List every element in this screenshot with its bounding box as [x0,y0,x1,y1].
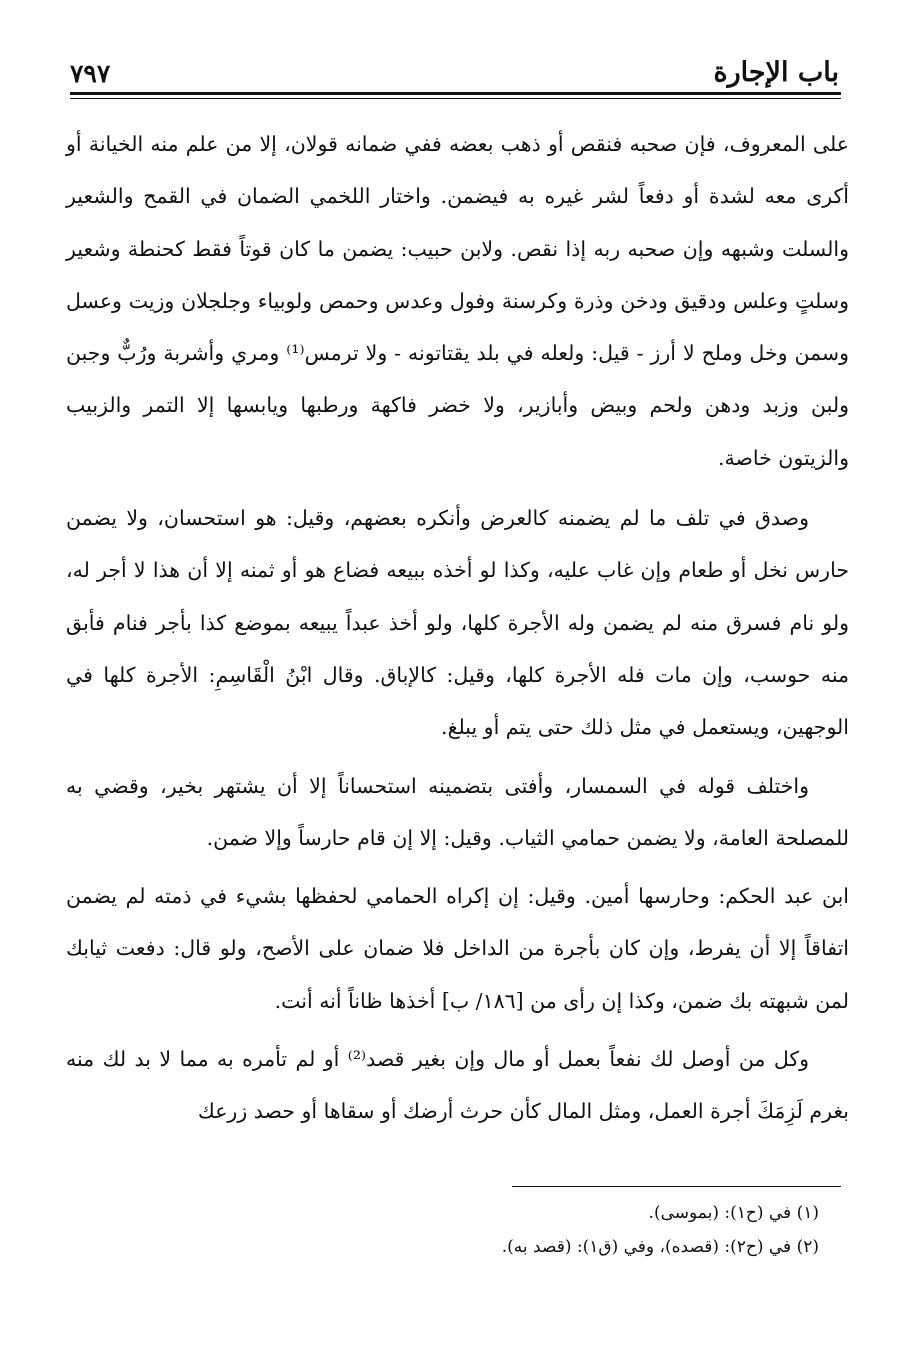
header-rule-thin [70,98,841,99]
main-text [66,118,849,1138]
paragraph: ابن عبد الحكم: وحارسها أمين. وقيل: إن إكراه الحمامي لحفظها بشيء في ذمته لم يضمن اتفاقاً إلا أن يفرط، وإن كان بأجرة من الداخل فلا ضمان على الأصح، ولو قال: دفعت ثيابك لمن شبهته بك ضمن، وكذا إن رأى من [١٨٦/ ب] أخذها ظاناً أنه أنت. [66,884,849,1013]
page-number: ٧٩٧ [70,59,111,88]
footnotes [66,1196,819,1264]
header-rule-thick [70,92,841,95]
footnote: (٢) في (ح٢): (قصده)، وفي (ق١): (قصد به). [501,1237,819,1257]
paragraph: وصدق في تلف ما لم يضمنه كالعرض وأنكره بعضهم، وقيل: هو استحسان، ولا يضمن حارس نخل أو طعام وإن غاب عليه، وكذا لو أخذه ببيعه فضاع هو أو ثمنه إلا أن هذا لا أجر له، ولو نام فسرق منه لم يضمن وله الأجرة كلها، ولو أخذ عبداً يبيعه بموضع كذا بأجر فنام فأبق منه حوسب، وإن مات فله الأجرة كلها، وقيل: كالإباق. وقال ابْنُ الْقَاسِمِ: الأجرة كلها في الوجهين، ويستعمل في مثل ذلك حتى يتم أو يبلغ. [66,506,849,740]
paragraph: على المعروف، فإن صحبه فنقص أو ذهب بعضه ففي ضمانه قولان، إلا من علم منه الخيانة أو أكرى معه لشدة أو دفعاً لشر غيره به فيضمن. واختار اللخمي الضمان في القمح والشعير والسلت وشبهه وإن صحبه ربه إذا نقص. ولابن حبيب: يضمن ما كان قوتاً فقط كحنطة وشعير وسلتٍ وعلس ودقيق ودخن وذرة وكرسنة وفول وعدس وحمص ولوبياء وجلجلان وزيت وعسل وسمن وخل وملح لا أرز - قيل: ولعله في بلد يقتاتونه - ولا ترمس⁽¹⁾ ومري وأشربة ورُبٌّ وجبن ولبن وزبد ودهن ولحم وبيض وأبازير، ولا خضر فاكهة ورطبها ويابسها إلا التمر والزبيب والزيتون خاصة. [66,132,850,470]
footnote: (١) في (ح١): (بموسى). [648,1203,819,1223]
footnote-separator [512,1186,841,1187]
paragraph: وكل من أوصل لك نفعاً بعمل أو مال وإن بغير قصد⁽²⁾ أو لم تأمره به مما لا بد لك منه بغرم لَزِمَكَ أجرة العمل، ومثل المال كأن حرث أرضك أو سقاها أو حصد زرعك [66,1047,849,1124]
page-header [70,40,839,88]
chapter-title: باب الإجارة [713,57,839,88]
paragraph: واختلف قوله في السمسار، وأفتى بتضمينه استحساناً إلا أن يشتهر بخير، وقضي به للمصلحة العامة، ولا يضمن حمامي الثياب. وقيل: إلا إن قام حارساً وإلا ضمن. [66,773,849,850]
